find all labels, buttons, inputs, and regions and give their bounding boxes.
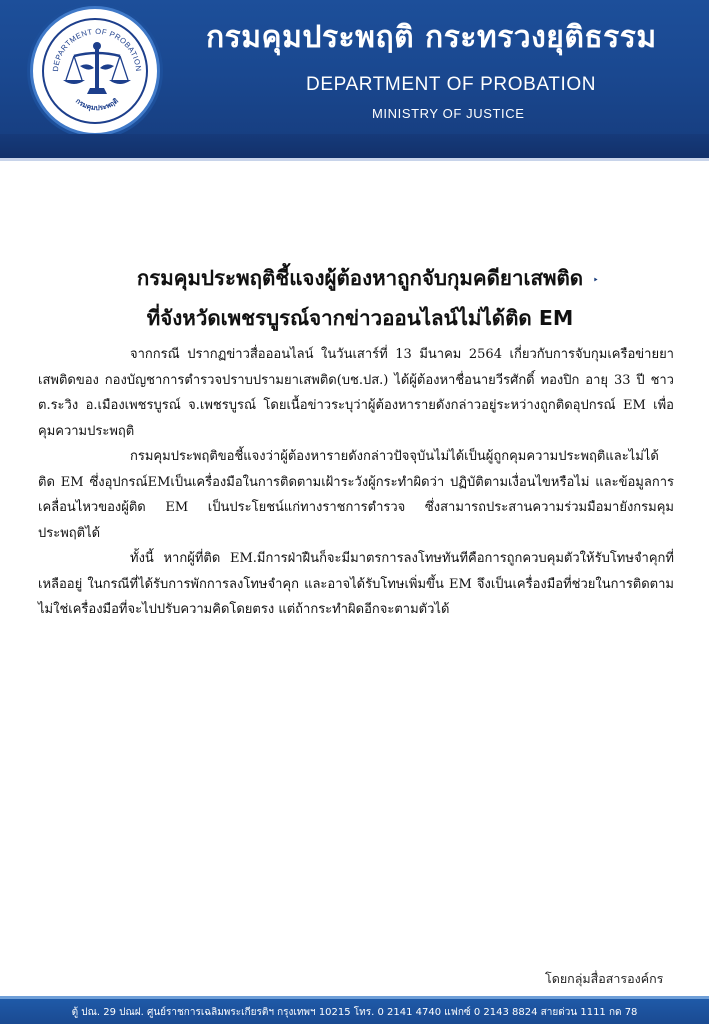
article-signoff: โดยกลุ่มสื่อสารองค์กร: [545, 971, 664, 986]
department-title-thai: กรมคุมประพฤติ กระทรวงยุติธรรม: [206, 20, 657, 55]
news-tag: DOP NEWS: [8, 273, 63, 284]
ministry-title: MINISTRY OF JUSTICE: [372, 106, 525, 121]
svg-text:DEPARTMENT OF PROBATION: DEPARTMENT OF PROBATION: [50, 26, 144, 72]
article-body: [38, 342, 674, 623]
footer-address: ตู้ ปณ. 29 ปณฝ. ศูนย์ราชการเฉลิมพระเกียรติฯ กรุงเทพฯ 10215 โทร. 0 2141 4740 แฟกซ์ 0 2143 8824 สายด่วน 1111 กด 78: [71, 1007, 638, 1018]
svg-text:กรมคุมประพฤติ: กรมคุมประพฤติ: [74, 96, 120, 113]
paragraph-3: ทั้งนี้ หากผู้ที่ติด EM.มีการฝ่าฝืนก็จะมีมาตรการลงโทษทันทีคือการถูกควบคุมตัวให้รับโทษจำคุกที่เหลืออยู่ ในกรณีที่ได้รับการพักการลงโทษจำคุก และอาจได้รับโทษเพิ่มขึ้น EM จึงเป็นเครื่องมือที่ช่วยในการติดตาม ไม่ใช่เครื่องมือที่จะไปปรับความคิดโดยตรง แต่ถ้ากระทำผิดอีกจะตามตัวได้: [38, 551, 674, 617]
department-title-english: DEPARTMENT OF PROBATION: [306, 74, 597, 95]
article-headline: [60, 258, 660, 338]
header-banner: [0, 0, 709, 134]
footer-bar: [0, 996, 709, 1024]
paragraph-1: จากกรณี ปรากฏข่าวสื่อออนไลน์ ในวันเสาร์ที่ 13 มีนาคม 2564 เกี่ยวกับการจับกุมเครือข่ายยาเสพติดของ กองบัญชาการตำรวจปราบปรามยาเสพติด(บช.ปส.) ได้ผู้ต้องหาชื่อนายวีรศักดิ์ ทองปิก อายุ 33 ปี ชาว ต.ระวิง อ.เมืองเพชรบูรณ์ จ.เพชรบูรณ์ โดยเนื้อข่าวระบุว่าผู้ต้องหารายดังกล่าวอยู่ระหว่างถูกติดอุปกรณ์ EM เพื่อคุมความประพฤติ: [38, 347, 674, 439]
paragraph-2: กรมคุมประพฤติขอชี้แจงว่าผู้ต้องหารายดังกล่าวปัจจุบันไม่ได้เป็นผู้ถูกคุมความประพฤติและไม่ได้ติด EM ซึ่งอุปกรณ์EMเป็นเครื่องมือในการติดตามเฝ้าระวังผู้กระทำผิดว่า ปฏิบัติตามเงื่อนไขหรือไม่ และข้อมูลการเคลื่อนไหวของผู้ติด EM เป็นประโยชน์แก่ทางราชการตำรวจ ซึ่งสามารถประสานความร่วมมือมายังกรมคุมประพฤติได้: [38, 449, 674, 541]
headline-line-1: กรมคุมประพฤติชี้แจงผู้ต้องหาถูกจับกุมคดียาเสพติด: [136, 266, 584, 290]
probation-seal-logo: [30, 6, 160, 136]
scales-of-justice-icon: [44, 20, 150, 126]
website-link[interactable]: www.probation.go.th: [600, 273, 700, 285]
header-divider: [0, 158, 709, 161]
seal-inner-ring: [42, 18, 148, 124]
headline-line-2: ที่จังหวัดเพชรบูรณ์จากข่าวออนไลน์ไม่ได้ติด EM: [146, 306, 574, 330]
